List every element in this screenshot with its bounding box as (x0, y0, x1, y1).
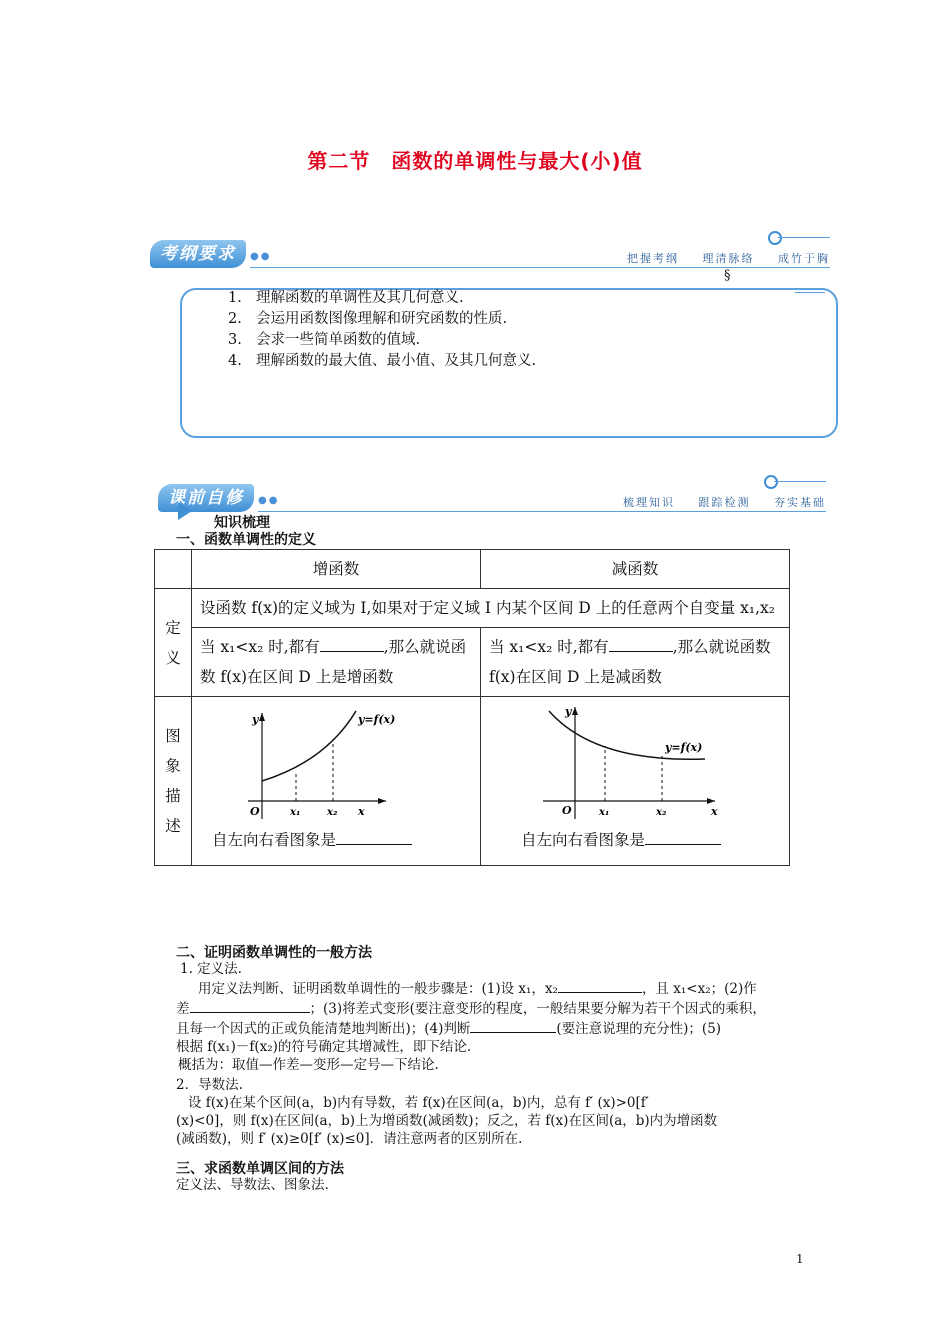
answer-blank (320, 635, 384, 652)
answer-blank (190, 998, 310, 1013)
x2-label: x₂ (327, 807, 338, 818)
page-title: 第二节 函数的单调性与最大(小)值 (307, 149, 643, 173)
requirements-list (228, 288, 536, 372)
list-item: 2. 会运用函数图像理解和研究函数的性质. (228, 311, 508, 327)
section3-text: 定义法、导数法、图象法. (176, 1177, 329, 1193)
list-item: 1. 理解函数的单调性及其几何意义. (228, 290, 464, 306)
origin-label: O (250, 805, 260, 818)
page-number: 1 (796, 1252, 804, 1266)
banner-logo: 考纲要求 (150, 240, 246, 268)
axis-y-label: y (252, 713, 259, 726)
banner-tag: 把握考纲 (627, 252, 679, 265)
list-item: 3. 会求一些简单函数的值域. (228, 332, 421, 348)
x1-label: x₁ (599, 807, 610, 818)
axis-y-label: y (565, 705, 572, 718)
section-heading: 二、证明函数单调性的一般方法 (176, 945, 372, 961)
dots-icon: ●● (250, 251, 272, 262)
list-item: 4. 理解函数的最大值、最小值、及其几何意义. (228, 353, 537, 369)
method-heading: 1. 定义法. (180, 961, 242, 977)
banner-rule (250, 267, 830, 268)
method-heading: 2．导数法. (176, 1077, 243, 1093)
section-heading: 一、函数单调性的定义 (176, 532, 316, 548)
graph-caption: 自左向右看图象是 (521, 825, 785, 855)
origin-label: O (562, 804, 572, 817)
banner-tag: 跟踪检测 (698, 496, 751, 509)
section-heading: 三、求函数单调区间的方法 (176, 1161, 344, 1177)
increasing-definition: 当 x₁<x₂ 时,都有 ,那么就说函数 f(x)在区间 D 上是增函数 (192, 628, 481, 697)
pre-class-banner (158, 484, 826, 514)
banner-top-line (778, 237, 830, 238)
ring-icon (768, 231, 782, 245)
banner-logo: 课前自修 (158, 484, 254, 512)
answer-blank (609, 635, 673, 652)
increasing-graph (226, 701, 476, 823)
curve-label: y=f(x) (358, 713, 396, 726)
header-decreasing: 减函数 (481, 550, 790, 589)
section-mark: § (724, 268, 731, 283)
banner-tag: 夯实基础 (774, 496, 826, 509)
axis-x-label: x (358, 805, 365, 818)
banner-tag: 理清脉络 (702, 252, 755, 265)
answer-blank (558, 978, 642, 993)
method-text: 设 f(x)在某个区间(a，b)内有导数，若 f(x)在区间(a，b)内，总有 f′ (x)>0[f′ (188, 1095, 649, 1111)
method-text: (x)<0]，则 f(x)在区间(a，b)上为增函数(减函数)；反之，若 f(x)在区间(a，b)内为增函数 (176, 1113, 718, 1129)
graph-caption: 自左向右看图象是 (212, 825, 476, 855)
banner-tags (605, 494, 826, 510)
derivative-method (176, 1076, 816, 1148)
method-summary: 概括为：取值—作差—变形—定号—下结论. (178, 1057, 439, 1073)
header-increasing: 增函数 (192, 550, 481, 589)
increasing-graph-cell (192, 697, 481, 866)
answer-blank (470, 1018, 556, 1033)
knowledge-title: 知识梳理 (214, 515, 270, 531)
decreasing-definition: 当 x₁<x₂ 时,都有 ,那么就说函数 f(x)在区间 D 上是减函数 (481, 628, 790, 697)
decreasing-graph-cell (481, 697, 790, 866)
curve-label: y=f(x) (665, 741, 703, 754)
definition-method (176, 960, 816, 1074)
answer-blank (645, 828, 721, 845)
dots-icon: ●● (258, 495, 280, 506)
label-graph: 图象 描述 (155, 697, 192, 866)
method-text: 根据 f(x₁)－f(x₂)的符号确定其增减性，即下结论. (176, 1039, 472, 1055)
play-icon (178, 502, 192, 520)
banner-tags (609, 250, 830, 266)
x2-label: x₂ (656, 807, 667, 818)
ring-icon (764, 475, 778, 489)
banner-tag: 成竹于胸 (778, 252, 830, 265)
method-text: 差 ；(3)将差式变形(要注意变形的程度，一般结果要分解为若干个因式的乘积， (176, 998, 816, 1018)
banner-tag: 梳理知识 (623, 496, 675, 509)
decreasing-graph (535, 701, 785, 823)
definition-table (154, 549, 790, 866)
banner-rule (258, 511, 826, 512)
common-definition: 设函数 f(x)的定义域为 I,如果对于定义域 I 内某个区间 D 上的任意两个自变量 x₁,x₂ (192, 589, 790, 628)
axis-x-label: x (711, 805, 718, 818)
answer-blank (336, 828, 412, 845)
exam-requirements-banner (150, 240, 830, 270)
banner-top-line (774, 481, 826, 482)
method-text: 用定义法判断、证明函数单调性的一般步骤是：(1)设 x₁，x₂ ，且 x₁<x₂；(2)作 (176, 978, 816, 998)
label-definition: 定义 (155, 589, 192, 697)
method-text: 且每一个因式的正或负能清楚地判断出)；(4)判断 (要注意说理的充分性)；(5) (176, 1018, 816, 1038)
method-text: (减函数)，则 f′ (x)≥0[f′ (x)≤0]．请注意两者的区别所在. (176, 1131, 523, 1147)
x1-label: x₁ (290, 807, 301, 818)
